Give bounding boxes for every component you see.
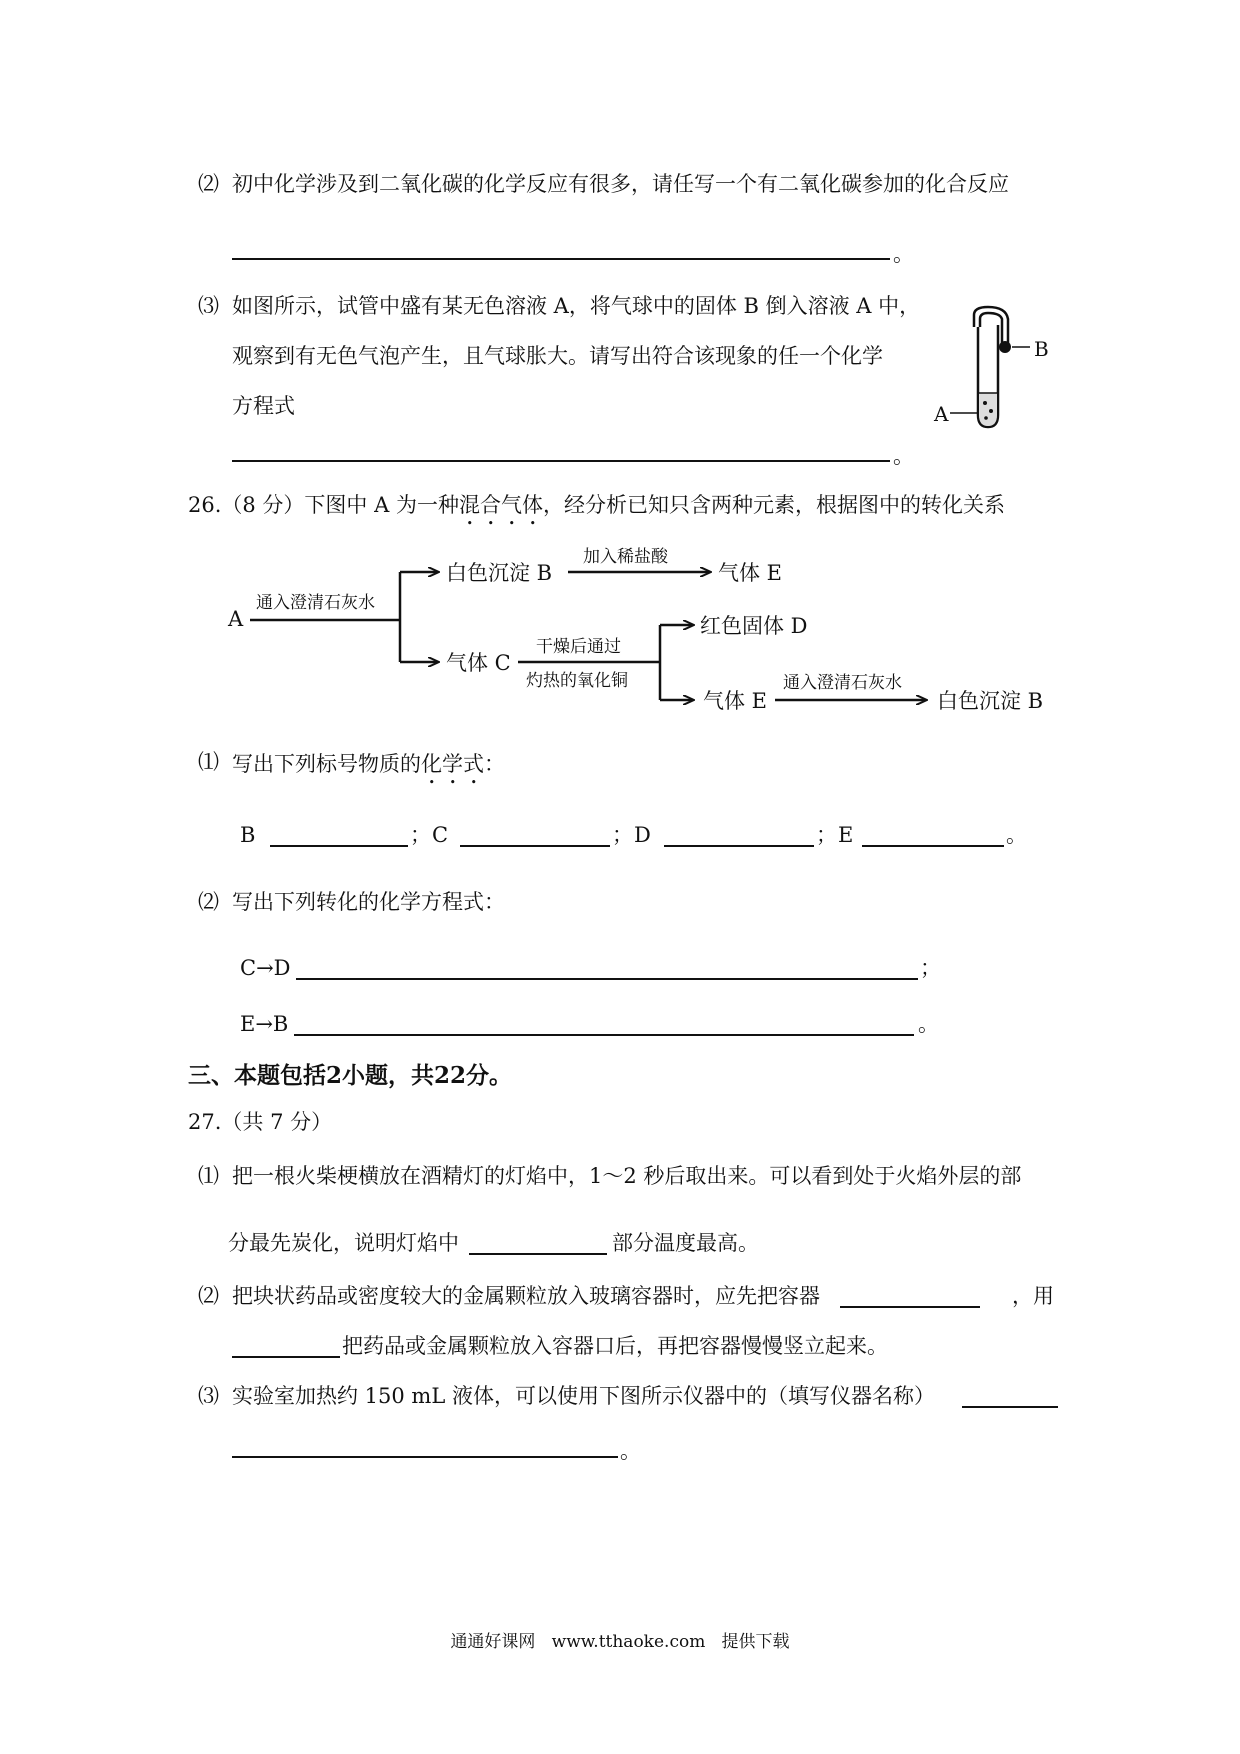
- equation-cd-answer[interactable]: [296, 978, 918, 980]
- tube-label-a: A: [934, 402, 949, 426]
- blank-d-label: D: [634, 823, 651, 847]
- flow-node-b2: 白色沉淀 B: [937, 689, 1044, 713]
- q25-part3-number: ⑶: [198, 294, 219, 318]
- q27-part1-number: ⑴: [198, 1164, 219, 1188]
- equation-eb-label: E→B: [240, 1012, 289, 1036]
- q27-part2-answer-blank2[interactable]: [232, 1356, 340, 1358]
- equation-cd-end: ；: [920, 956, 941, 980]
- flow-arrow1-label: 通入澄清石灰水: [256, 593, 375, 613]
- footer-suffix: 提供下载: [721, 1632, 790, 1652]
- q25-part3-end: 。: [893, 444, 914, 468]
- blank-d-sep: ；: [816, 823, 837, 847]
- flow-arrow4-label: 通入澄清石灰水: [783, 673, 902, 693]
- flow-node-e2: 气体 E: [703, 689, 768, 713]
- equation-eb-answer[interactable]: [294, 1034, 914, 1036]
- tube-label-b: B: [1034, 337, 1049, 361]
- q27-part1-line2-start: 分最先炭化，说明灯焰中: [228, 1231, 459, 1255]
- q27-part2-number: ⑵: [198, 1284, 219, 1308]
- q26-part1-text-end: ：: [484, 752, 505, 776]
- flow-arrow3-bottom-label: 灼热的氧化铜: [526, 671, 628, 691]
- equation-eb-end: 。: [918, 1012, 939, 1036]
- q27-title: 27.（共 7 分）: [188, 1110, 333, 1134]
- blank-b-sep: ；: [410, 823, 431, 847]
- flow-arrow2-label: 加入稀盐酸: [583, 547, 668, 567]
- blank-c-answer[interactable]: [460, 845, 610, 847]
- blank-b-answer[interactable]: [270, 845, 408, 847]
- q25-part3-line3: 方程式: [232, 394, 295, 418]
- q27-part3-answer-blank2[interactable]: [232, 1456, 618, 1458]
- q25-part2-text: 初中化学涉及到二氧化碳的化学反应有很多，请任写一个有二氧化碳参加的化合反应: [232, 172, 1009, 196]
- blank-c-label: C: [432, 823, 449, 847]
- flow-node-b: 白色沉淀 B: [446, 561, 553, 585]
- flow-arrow3-top-label: 干燥后通过: [536, 637, 621, 657]
- footer-site-name: 通通好课网: [450, 1632, 536, 1652]
- flow-node-c: 气体 C: [446, 651, 511, 675]
- q26-part1-text-start: 写出下列标号物质的: [232, 752, 421, 776]
- flow-node-e1: 气体 E: [718, 561, 783, 585]
- q26-intro-end: ，经分析已知只含两种元素，根据图中的转化关系: [542, 493, 1005, 517]
- blank-b-label: B: [240, 823, 256, 847]
- q27-part1-line1: 把一根火柴梗横放在酒精灯的灯焰中，1～2 秒后取出来。可以看到处于火焰外层的部: [232, 1164, 1022, 1188]
- q25-part2-number: ⑵: [198, 172, 219, 196]
- q26-part1-text: [232, 752, 505, 789]
- q26-part1-emphasis: 化学式: [421, 752, 484, 776]
- q25-part3-line1: 如图所示，试管中盛有某无色溶液 A，将气球中的固体 B 倒入溶液 A 中，: [232, 294, 921, 318]
- section3-heading: 三、本题包括2小题，共22分。: [188, 1062, 513, 1089]
- blank-d-answer[interactable]: [664, 845, 814, 847]
- q26-intro-start: 26.（8 分）下图中 A 为一种: [188, 493, 459, 517]
- q26-part1-number: ⑴: [198, 750, 219, 774]
- blank-e-label: E: [838, 823, 854, 847]
- q27-part1-answer-blank[interactable]: [469, 1253, 607, 1255]
- blank-e-end: 。: [1006, 823, 1027, 847]
- q26-intro-emphasis: 混合气体: [458, 493, 543, 517]
- q27-part2-line1-end: ，用: [1012, 1284, 1054, 1308]
- page-footer: [0, 1634, 1240, 1651]
- q27-part3-answer-blank1[interactable]: [962, 1406, 1058, 1408]
- flow-node-d: 红色固体 D: [700, 614, 808, 638]
- q27-part3-end: 。: [620, 1439, 641, 1463]
- q26-part2-number: ⑵: [198, 890, 219, 914]
- q25-part3-line2: 观察到有无色气泡产生，且气球胀大。请写出符合该现象的任一个化学: [232, 344, 883, 368]
- q25-part2-end: 。: [893, 242, 914, 266]
- q27-part3-text: 实验室加热约 150 mL 液体，可以使用下图所示仪器中的（填写仪器名称）: [232, 1384, 935, 1408]
- q27-part2-answer-blank1[interactable]: [840, 1306, 980, 1308]
- blank-e-answer[interactable]: [862, 845, 1004, 847]
- q26-part2-text: 写出下列转化的化学方程式：: [232, 890, 505, 914]
- footer-url[interactable]: www.tthaoke.com: [551, 1632, 706, 1652]
- q27-part3-number: ⑶: [198, 1384, 219, 1408]
- q27-part1-line2-end: 部分温度最高。: [612, 1231, 759, 1255]
- blank-c-sep: ；: [612, 823, 633, 847]
- flow-node-a: A: [228, 607, 244, 631]
- q27-part2-line2: 把药品或金属颗粒放入容器口后，再把容器慢慢竖立起来。: [342, 1334, 888, 1358]
- equation-cd-label: C→D: [240, 956, 291, 980]
- q27-part2-line1: 把块状药品或密度较大的金属颗粒放入玻璃容器时，应先把容器: [232, 1284, 820, 1308]
